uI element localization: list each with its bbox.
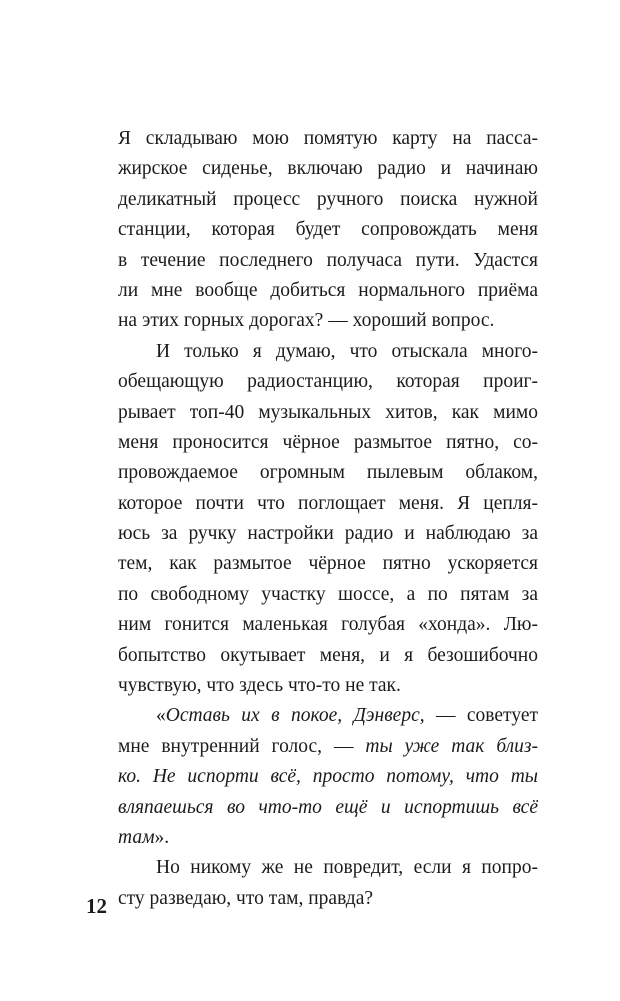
italic-run: ко. Не испорти всё, просто потому, что ты — [118, 766, 538, 788]
text-line — [118, 732, 538, 762]
text-line: обещающую радиостанцию, которая проиг- — [118, 371, 538, 393]
italic-run: вляпаешься во что-то ещё и испортишь всё — [118, 796, 538, 818]
text-line: станции, которая будет сопровождать меня — [118, 219, 538, 241]
text-line: тем, как размытое чёрное пятно ускоряется — [118, 553, 538, 575]
text-line: провождаемое огромным пылевым облаком, — [118, 462, 538, 484]
text-line: юсь за ручку настройки радио и наблюдаю за — [118, 523, 538, 545]
page-body — [118, 124, 538, 914]
text-line — [118, 823, 538, 853]
text-line: меня проносится чёрное размытое пятно, со- — [118, 431, 538, 453]
page-number: 12 — [86, 894, 107, 918]
paragraph-4 — [118, 853, 538, 914]
text-line: жирское сиденье, включаю радио и начинаю — [118, 158, 538, 180]
text-line: Но никому же не повредит, если я попро- — [156, 857, 538, 879]
text-line: которое почти что поглощает меня. Я цепля- — [118, 492, 538, 514]
text-line — [118, 701, 538, 731]
text-line: рывает топ-40 музыкальных хитов, как мимо — [118, 401, 538, 423]
text-run: « — [156, 705, 166, 727]
italic-run: там — [118, 826, 155, 848]
text-run: мне внутренний голос, — — [118, 735, 366, 757]
paragraph-3 — [118, 701, 538, 853]
text-line: чувствую, что здесь что-то не так. — [118, 675, 401, 697]
paragraph-1 — [118, 124, 538, 337]
text-line: ли мне вообще добиться нормального приёма — [118, 279, 538, 301]
text-line: на этих горных дорогах? — хороший вопрос. — [118, 310, 495, 332]
italic-run: Оставь их в покое, Дэнверс, — [165, 705, 425, 727]
text-line: в течение последнего получаса пути. Удастся — [118, 249, 538, 271]
text-line — [118, 793, 538, 823]
text-line: Я складываю мою помятую карту на пасса- — [118, 128, 538, 149]
text-run: ». — [154, 826, 170, 848]
italic-run: ты уже так близ- — [365, 735, 538, 757]
text-line — [118, 762, 538, 792]
text-line: И только я думаю, что отыскала много- — [156, 340, 538, 362]
text-line: деликатный процесс ручного поиска нужной — [118, 188, 538, 210]
text-line: по свободному участку шоссе, а по пятам за — [118, 583, 538, 605]
paragraph-2 — [118, 337, 538, 702]
text-line: ним гонится маленькая голубая «хонда». Лю- — [118, 614, 538, 636]
text-line: бопытство окутывает меня, и я безошибочно — [118, 644, 538, 666]
text-line: сту разведаю, что там, правда? — [118, 887, 374, 909]
text-run: — советует — [424, 705, 538, 727]
